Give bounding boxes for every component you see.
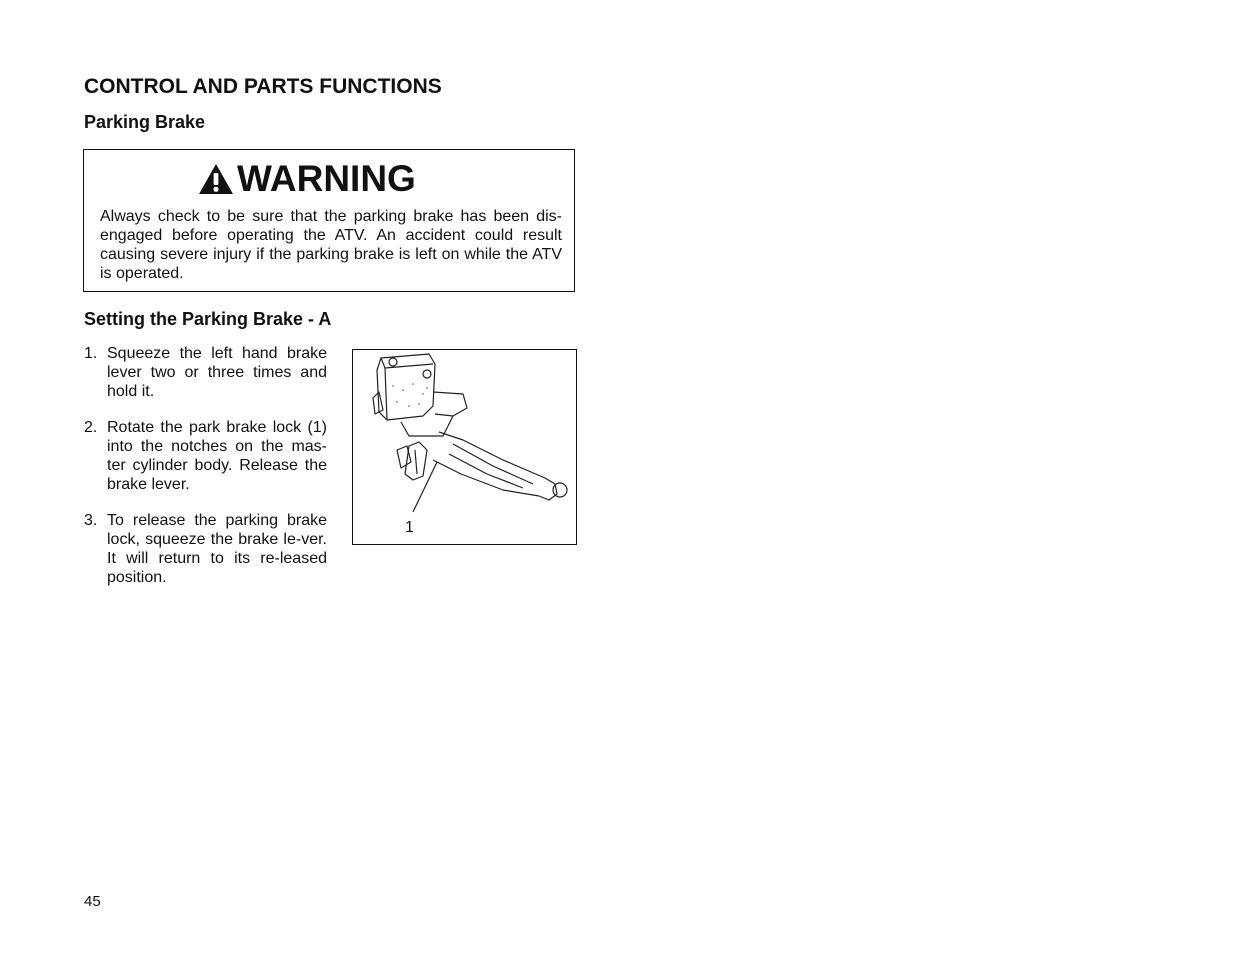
page-number: 45	[84, 893, 101, 910]
warning-header	[197, 160, 416, 198]
warning-text: Always check to be sure that the parking brake has been dis-engaged before operating the ATV. An accident could result causing severe injury if the parking brake is left on while the ATV is operated.	[100, 208, 562, 282]
warning-triangle-icon	[197, 162, 235, 196]
step-text: Squeeze the left hand brake lever two or three times and hold it.	[107, 345, 327, 400]
list-item	[84, 511, 327, 587]
brake-lever-figure	[352, 349, 577, 545]
warning-box	[83, 149, 575, 292]
step-text: To release the parking brake lock, squeeze the brake le-ver. It will return to its re-leased position.	[107, 512, 327, 586]
steps-list	[84, 344, 327, 604]
subsection-title: Parking Brake	[84, 112, 206, 132]
step-number: 3.	[84, 512, 98, 529]
list-item	[84, 418, 327, 494]
step-number: 2.	[84, 419, 98, 436]
figure-callout: 1	[405, 519, 414, 536]
warning-label: WARNING	[237, 158, 416, 199]
step-text: Rotate the park brake lock (1) into the notches on the mas-ter cylinder body. Release the brake lever.	[107, 419, 327, 493]
brake-lever-illustration	[353, 350, 577, 545]
section-title: CONTROL AND PARTS FUNCTIONS	[84, 75, 442, 98]
list-item	[84, 344, 327, 401]
procedure-title: Setting the Parking Brake - A	[84, 309, 332, 329]
step-number: 1.	[84, 345, 98, 362]
